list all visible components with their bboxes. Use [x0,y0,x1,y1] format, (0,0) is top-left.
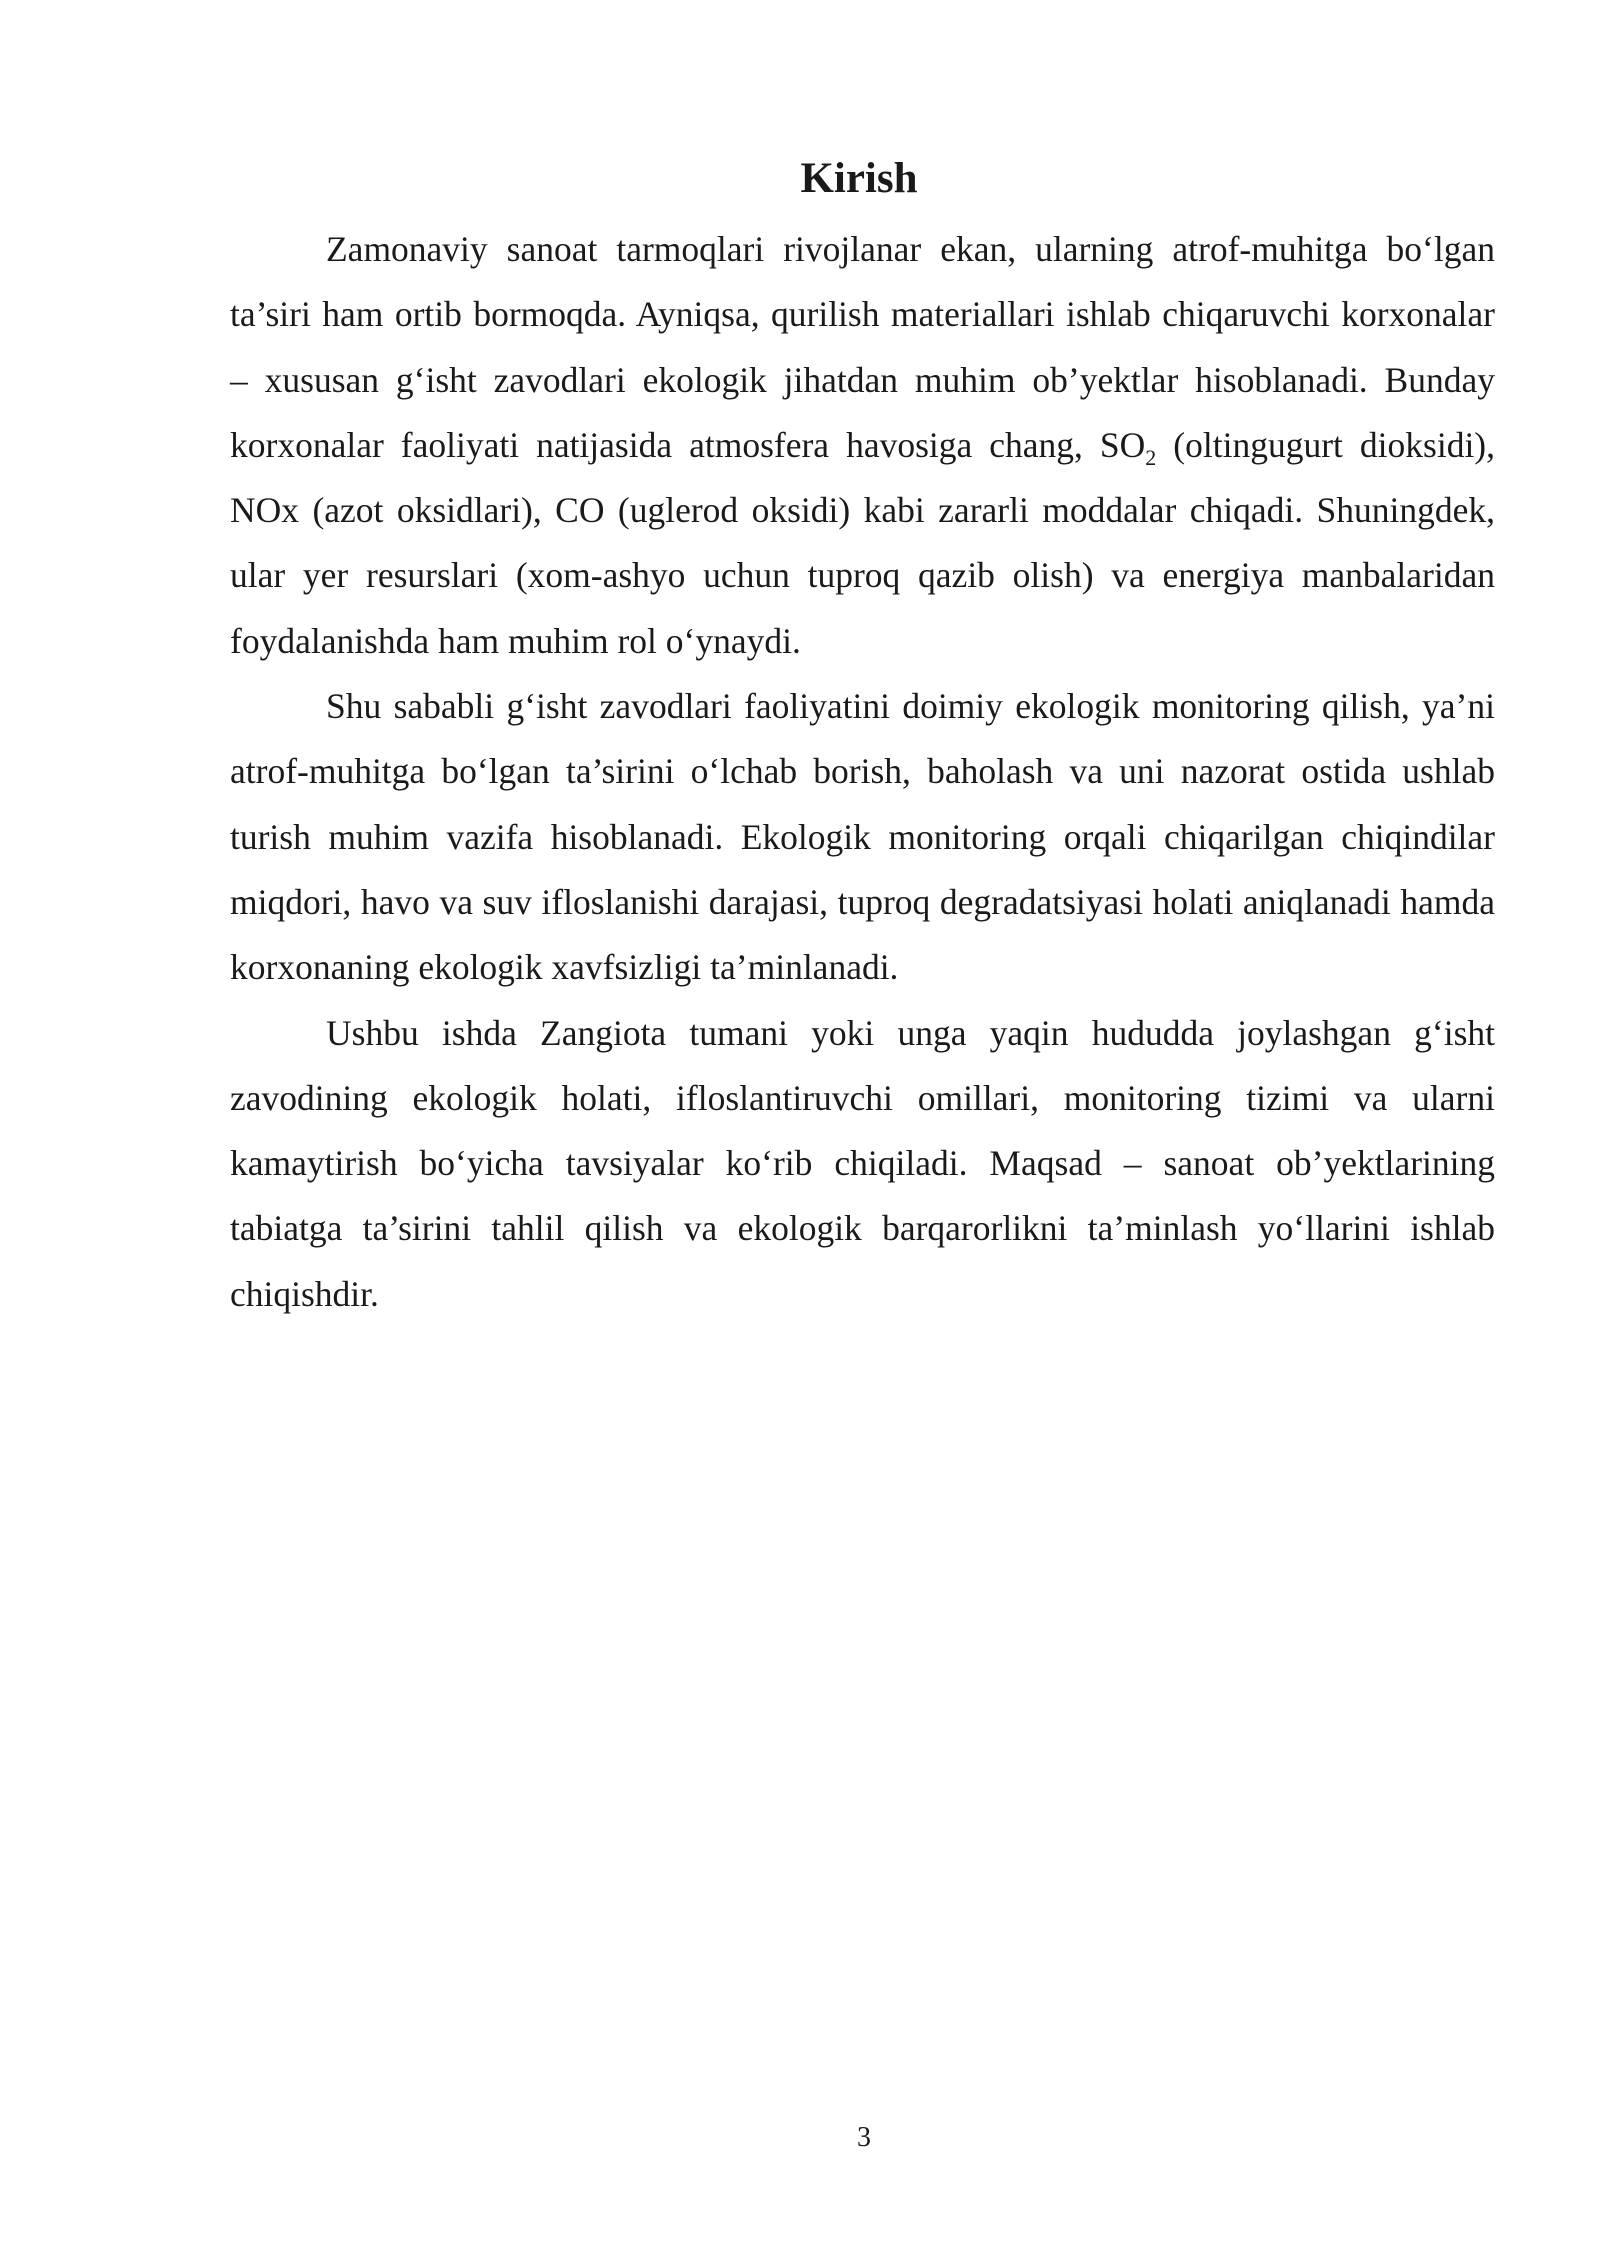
paragraph-1 [230,217,1495,674]
page-number: 3 [857,2122,871,2153]
paragraph-1-text: Zamonaviy sanoat tarmoqlari rivojlanar ekan, ularning atrof-muhitga bo‘lgan ta’siri ham ortib bormoqda. Ayniqsa, qurilish materiallari ishlab chiqaruvchi korxonalar – xususan g‘isht zavodlari ekologik jihatdan muhim ob’yektlar hisoblanadi. Bunday korxonalar faoliyati natijasida atmosfera havosiga chang, SO [230,229,1495,465]
section-title: Kirish [800,155,918,202]
subscript-2: 2 [1145,444,1157,470]
body-text [230,217,1495,1327]
paragraph-2: Shu sababli g‘isht zavodlari faoliyatini doimiy ekologik monitoring qilish, ya’ni atrof-muhitga bo‘lgan ta’sirini o‘lchab borish, baholash va uni nazorat ostida ushlab turish muhim vazifa hisoblanadi. Ekologik monitoring orqali chiqarilgan chiqindilar miqdori, havo va suv ifloslanishi darajasi, tuproq degradatsiyasi holati aniqlanadi hamda korxonaning ekologik xavfsizligi ta’minlanadi. [230,686,1495,988]
paragraph-3: Ushbu ishda Zangiota tumani yoki unga yaqin hududda joylashgan g‘isht zavodining ekologik holati, ifloslantiruvchi omillari, monitoring tizimi va ularni kamaytirish bo‘yicha tavsiyalar ko‘rib chiqiladi. Maqsad – sanoat ob’yektlarining tabiatga ta’sirini tahlil qilish va ekologik barqarorlikni ta’minlash yo‘llarini ishlab chiqishdir. [230,1012,1495,1314]
paragraph-1-text-continued: (oltingugurt dioksidi), NOx (azot oksidlari), CO (uglerod oksidi) kabi zararli moddalar chiqadi. Shuningdek, ular yer resurslari (xom-ashyo uchun tuproq qazib olish) va energiya manbalaridan foydalanishda ham muhim rol o‘ynaydi. [230,424,1496,661]
